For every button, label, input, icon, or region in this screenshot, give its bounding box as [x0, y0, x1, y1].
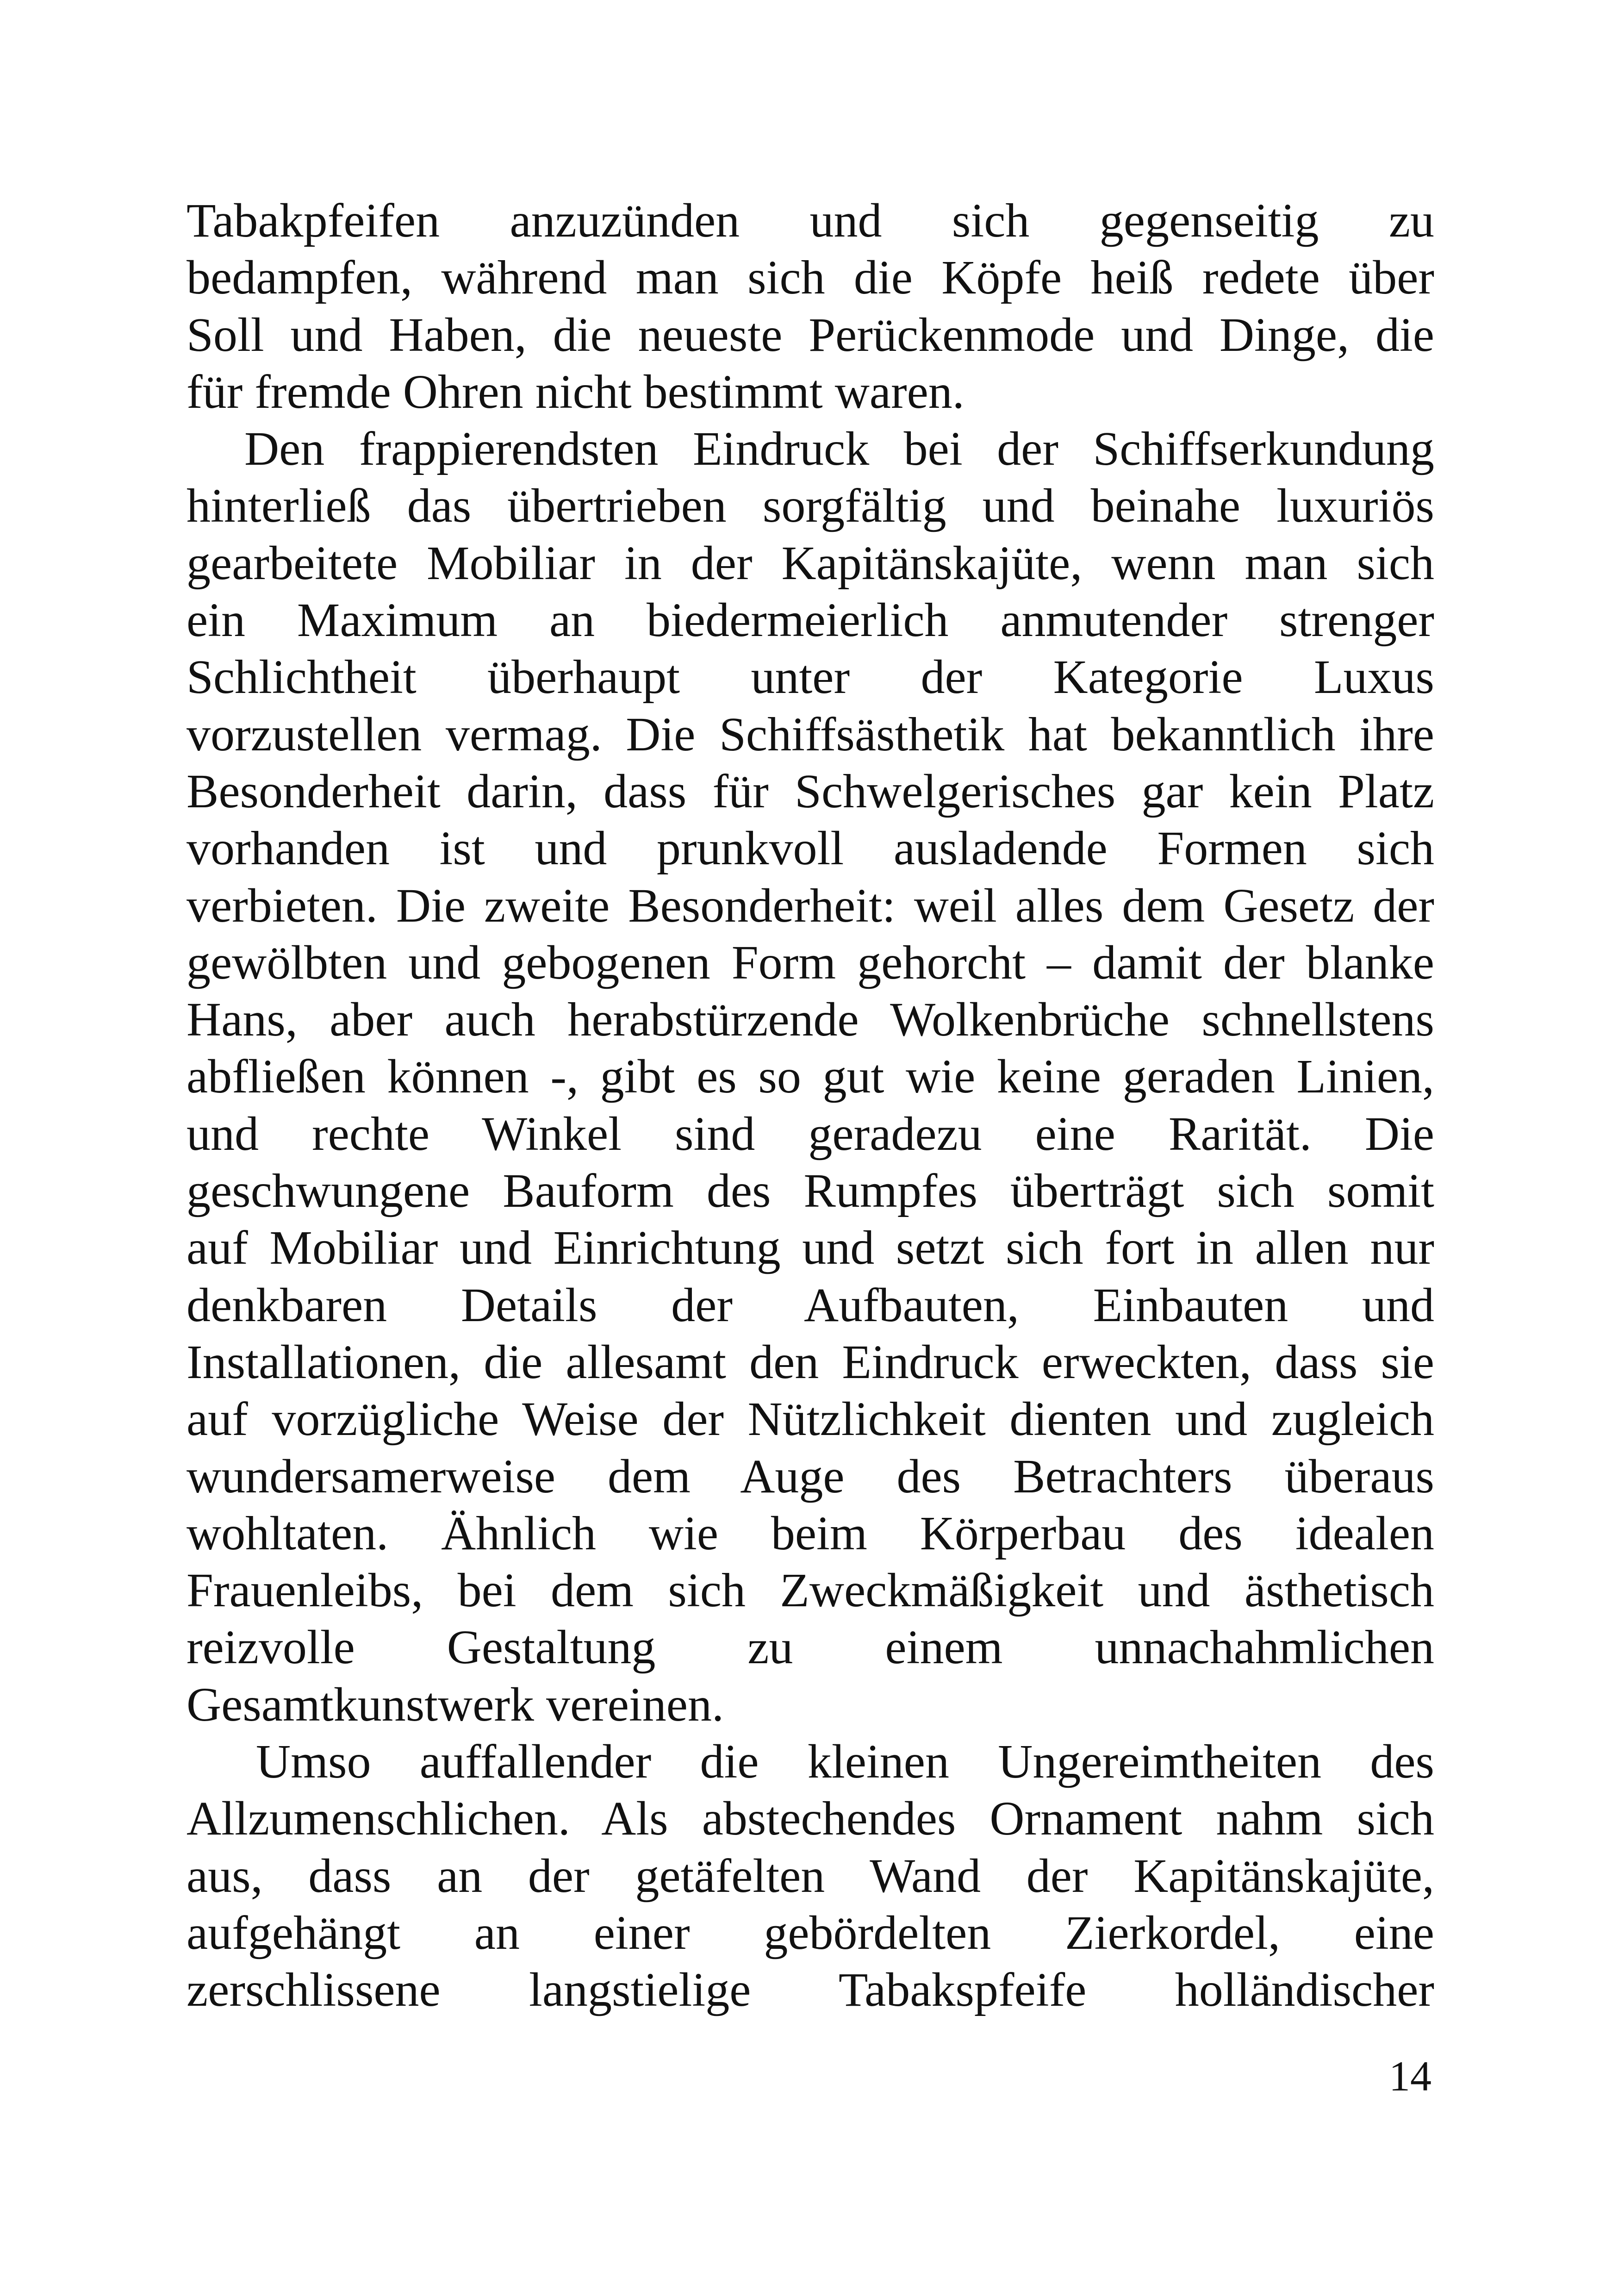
paragraph-first-line: Den frappierendsten Eindruck bei der Schiffserkundung — [244, 422, 1434, 476]
text-line: Installationen, die allesamt den Eindruck erweckten, dass sie — [187, 1335, 1434, 1389]
text-line: wohltaten. Ähnlich wie beim Körperbau des idealen — [187, 1506, 1434, 1560]
text-line: reizvolle Gestaltung zu einem unnachahmlichen — [187, 1621, 1434, 1674]
text-line: hinterließ das übertrieben sorgfältig und beinahe luxuriös — [187, 479, 1434, 533]
text-line: auf Mobiliar und Einrichtung und setzt sich fort in allen nur — [187, 1221, 1434, 1275]
text-line: denkbaren Details der Aufbauten, Einbauten und — [187, 1278, 1434, 1332]
text-line: bedampfen, während man sich die Köpfe heiß redete über — [187, 251, 1434, 305]
page-number: 14 — [1389, 2053, 1431, 2100]
text-line: gewölbten und gebogenen Form gehorcht – damit der blanke — [187, 936, 1434, 989]
text-line: Besonderheit darin, dass für Schwelgerisches gar kein Platz — [187, 764, 1434, 818]
text-line: Frauenleibs, bei dem sich Zweckmäßigkeit und ästhetisch — [187, 1564, 1434, 1617]
text-line: verbieten. Die zweite Besonderheit: weil alles dem Gesetz der — [187, 879, 1434, 932]
text-line: wundersamerweise dem Auge des Betrachters überaus — [187, 1449, 1434, 1503]
text-line: Soll und Haben, die neueste Perückenmode und Dinge, die — [187, 308, 1434, 362]
text-line: aus, dass an der getäfelten Wand der Kapitänskajüte, — [187, 1849, 1434, 1903]
text-line: vorzustellen vermag. Die Schiffsästhetik hat bekanntlich ihre — [187, 707, 1434, 761]
text-line: Hans, aber auch herabstürzende Wolkenbrüche schnellstens — [187, 993, 1434, 1047]
text-line: Allzumenschlichen. Als abstechendes Ornament nahm sich — [187, 1792, 1434, 1846]
text-line: abfließen können -, gibt es so gut wie keine geraden Linien, — [187, 1050, 1434, 1104]
text-line: vorhanden ist und prunkvoll ausladende Formen sich — [187, 822, 1434, 875]
text-line: geschwungene Bauform des Rumpfes überträgt sich somit — [187, 1164, 1434, 1218]
text-line: ein Maximum an biedermeierlich anmutender strenger — [187, 593, 1434, 647]
text-line: gearbeitete Mobiliar in der Kapitänskajüte, wenn man sich — [187, 536, 1434, 590]
text-line: aufgehängt an einer gebördelten Zierkordel, eine — [187, 1906, 1434, 1959]
paragraph-first-line: Umso auffallender die kleinen Ungereimtheiten des — [256, 1735, 1434, 1789]
paragraph-last-line: für fremde Ohren nicht bestimmt waren. — [187, 365, 965, 418]
text-line: Schlichtheit überhaupt unter der Kategorie Luxus — [187, 650, 1434, 704]
text-line: zerschlissene langstielige Tabakspfeife holländischer — [187, 1963, 1434, 2017]
text-line: Tabakpfeifen anzuzünden und sich gegenseitig zu — [187, 194, 1434, 247]
text-line: auf vorzügliche Weise der Nützlichkeit dienten und zugleich — [187, 1392, 1434, 1446]
text-line: und rechte Winkel sind geradezu eine Rarität. Die — [187, 1107, 1434, 1160]
paragraph-last-line: Gesamtkunstwerk vereinen. — [187, 1678, 724, 1731]
body-text — [187, 192, 1434, 2019]
